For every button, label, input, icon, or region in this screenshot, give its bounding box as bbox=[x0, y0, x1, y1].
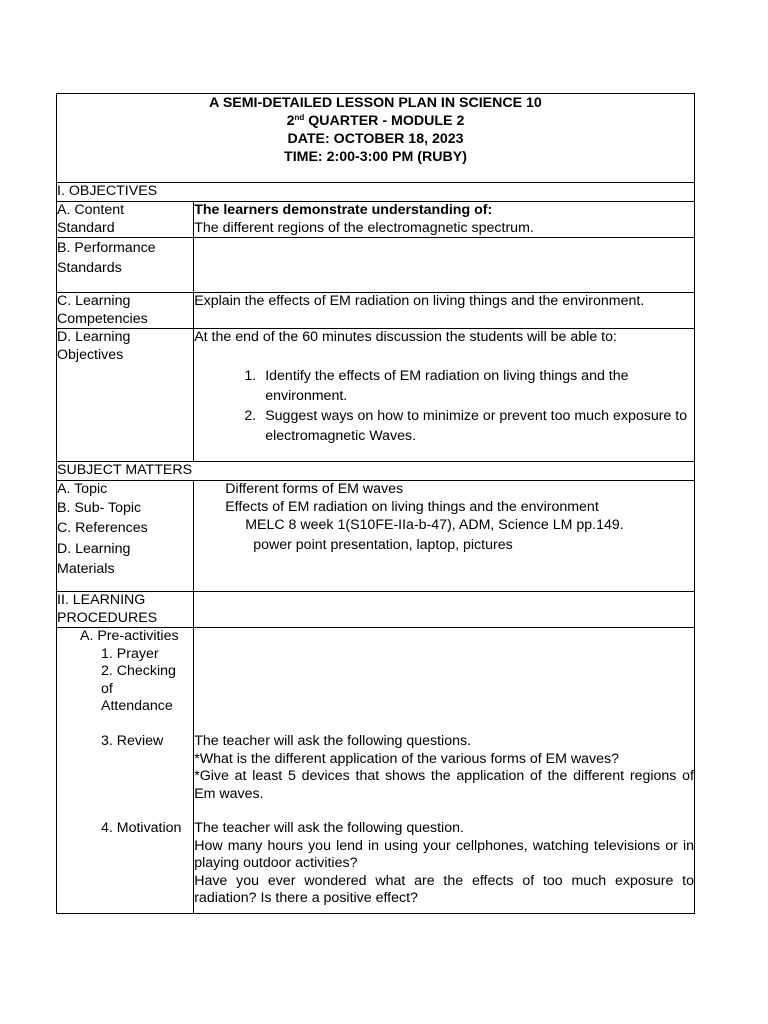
checking-label-line1: 2. Checking bbox=[101, 663, 176, 679]
subject-labels bbox=[57, 481, 194, 592]
subject-heading: SUBJECT MATTERS bbox=[57, 462, 695, 481]
motivation-line: How many hours you lend in using your cellphones, watching televisions or in playing outdoor activities? bbox=[194, 837, 694, 871]
objectives-list bbox=[194, 366, 694, 446]
learning-objectives-label bbox=[57, 329, 194, 462]
content-standard-row bbox=[57, 202, 695, 238]
review-line: *What is the different application of the various forms of EM waves? bbox=[194, 750, 619, 767]
motivation-label: 4. Motivation bbox=[101, 820, 182, 836]
competencies-row bbox=[57, 293, 695, 329]
quarter-module: QUARTER - MODULE 2 bbox=[304, 113, 465, 129]
procedures-heading-line2: PROCEDURES bbox=[57, 609, 158, 626]
topic-label: A. Topic bbox=[57, 481, 108, 497]
references-label: C. References bbox=[57, 519, 148, 536]
objectives-heading-row bbox=[57, 183, 695, 202]
content-standard-label-line2: Standard bbox=[57, 219, 115, 236]
procedures-heading-value bbox=[194, 592, 695, 628]
plan-time: TIME: 2:00-3:00 PM (RUBY) bbox=[284, 149, 467, 165]
subtopic-label: B. Sub- Topic bbox=[57, 499, 142, 516]
pre-activities-value bbox=[194, 628, 694, 733]
materials-label-line2: Materials bbox=[57, 560, 115, 577]
objective-item: 2. Suggest ways on how to minimize or prevent too much exposure to electromagnetic Waves. bbox=[260, 406, 694, 446]
objectives-label-line2: Objectives bbox=[57, 346, 124, 363]
learning-objectives-row bbox=[57, 329, 695, 462]
subject-details-row bbox=[57, 481, 695, 592]
motivation-line: The teacher will ask the following question. bbox=[194, 820, 464, 836]
header-cell bbox=[57, 94, 695, 183]
plan-title: A SEMI-DETAILED LESSON PLAN IN SCIENCE 10 bbox=[209, 95, 542, 111]
competencies-text: Explain the effects of EM radiation on living things and the environment. bbox=[194, 293, 695, 329]
content-standard-value bbox=[194, 202, 695, 238]
procedures-labels bbox=[57, 628, 194, 914]
content-standard-label bbox=[57, 202, 194, 238]
subtopic-value: Effects of EM radiation on living things and the environment bbox=[225, 498, 599, 515]
checking-label-line2: of bbox=[101, 680, 113, 697]
performance-standards-value bbox=[194, 238, 695, 293]
objective-item: 1. Identify the effects of EM radiation on living things and the environment. bbox=[260, 366, 694, 406]
subject-values bbox=[194, 481, 695, 592]
performance-standards-label bbox=[57, 238, 194, 293]
content-standard-text: The different regions of the electromagnetic spectrum. bbox=[194, 219, 534, 236]
objectives-heading: I. OBJECTIVES bbox=[57, 183, 695, 202]
review-line: The teacher will ask the following questions. bbox=[194, 733, 472, 749]
subject-heading-row bbox=[57, 462, 695, 481]
procedures-row bbox=[57, 628, 695, 914]
objectives-label-line1: D. Learning bbox=[57, 329, 131, 345]
quarter-ordinal: nd bbox=[294, 113, 305, 122]
header-row bbox=[57, 94, 695, 183]
materials-label-line1: D. Learning bbox=[57, 540, 131, 557]
procedures-values bbox=[194, 628, 695, 914]
competencies-label-line1: C. Learning bbox=[57, 293, 131, 309]
quarter-line bbox=[57, 112, 694, 130]
learning-objectives-value bbox=[194, 329, 695, 462]
performance-label-line2: Standards bbox=[57, 260, 122, 276]
prayer-label: 1. Prayer bbox=[101, 645, 159, 662]
performance-standards-row bbox=[57, 238, 695, 293]
content-standard-bold: The learners demonstrate understanding of: bbox=[194, 202, 493, 218]
procedures-heading-row bbox=[57, 592, 695, 628]
competencies-label bbox=[57, 293, 194, 329]
lesson-plan-table bbox=[56, 93, 695, 914]
review-line: *Give at least 5 devices that shows the application of the different regions of Em waves. bbox=[194, 768, 694, 802]
motivation-line: Have you ever wondered what are the effects of too much exposure to radiation? Is there a positive effect? bbox=[194, 872, 694, 906]
review-label: 3. Review bbox=[101, 732, 164, 749]
plan-date: DATE: OCTOBER 18, 2023 bbox=[287, 131, 464, 147]
procedures-heading-line1: II. LEARNING bbox=[57, 592, 146, 608]
pre-activities-label: A. Pre-activities bbox=[80, 628, 179, 644]
content-standard-label-line1: A. Content bbox=[57, 202, 125, 218]
quarter-number: 2 bbox=[286, 113, 295, 129]
competencies-label-line2: Competencies bbox=[57, 310, 148, 327]
procedures-heading bbox=[57, 592, 194, 628]
checking-label-line3: Attendance bbox=[101, 698, 173, 714]
references-value: MELC 8 week 1(S10FE-IIa-b-47), ADM, Science LM pp.149. bbox=[245, 517, 624, 533]
topic-value: Different forms of EM waves bbox=[225, 481, 404, 497]
materials-value: power point presentation, laptop, pictures bbox=[253, 537, 513, 553]
performance-label-line1: B. Performance bbox=[57, 240, 156, 256]
objectives-intro: At the end of the 60 minutes discussion the students will be able to: bbox=[194, 329, 617, 345]
